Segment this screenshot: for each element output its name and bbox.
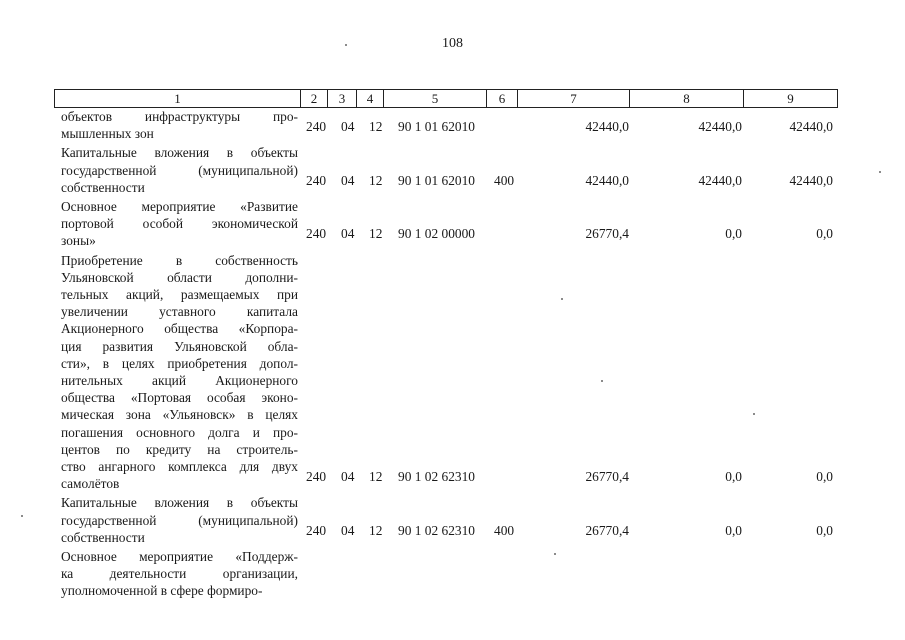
cell-col-2: 240 [306,522,327,538]
scan-speck [561,298,563,300]
scan-speck [601,380,603,382]
cell-col-7: 26770,4 [585,469,629,485]
page-number: 108 [442,36,463,51]
cell-col-7: 42440,0 [585,119,629,135]
description-line: собственности [61,179,145,195]
description-line: центов по кредиту на строитель- [61,441,298,457]
description-line: Капитальные вложения в объекты [61,145,298,161]
scan-speck [879,171,881,173]
scan-speck [21,515,23,517]
scan-speck [345,44,347,46]
cell-col-8: 42440,0 [698,172,742,188]
row-description [61,144,298,196]
description-line: Акционерного общества «Корпора- [61,321,298,337]
description-line: Основное мероприятие «Развитие [61,199,298,214]
cell-col-8: 0,0 [725,469,742,485]
description-line: государственной (муниципальной) [61,512,298,528]
cell-col-4: 12 [369,119,383,135]
description-line: ция развития Ульяновской обла- [61,338,298,354]
description-line: ство ангарного комплекса для двух [61,459,298,475]
cell-col-7: 42440,0 [585,172,629,188]
cell-col-3: 04 [341,172,355,188]
description-line: нительных акций Акционерного [61,373,298,389]
cell-col-2: 240 [306,119,327,135]
cell-col-5: 90 1 01 62010 [398,172,475,188]
description-line: Приобретение в собственность [61,252,298,268]
row-description [61,548,298,600]
header-col-1: 1 [55,90,301,108]
header-col-6: 6 [487,90,518,108]
description-line: Капитальные вложения в объекты [61,495,298,511]
header-col-9: 9 [744,90,838,108]
cell-col-9: 0,0 [816,522,833,538]
cell-col-9: 42440,0 [789,119,833,135]
cell-col-5: 90 1 02 00000 [398,226,475,242]
description-line: общества «Портовая особая эконо- [61,390,298,406]
description-line: увеличении уставного капитала [61,304,298,320]
cell-col-2: 240 [306,226,327,242]
cell-col-4: 12 [369,172,383,188]
cell-col-8: 0,0 [725,522,742,538]
cell-col-5: 90 1 02 62310 [398,522,475,538]
description-line: ка деятельности организации, [61,566,298,582]
row-description [61,198,298,250]
description-line: объектов инфраструктуры про- [61,109,298,124]
header-col-4: 4 [357,90,384,108]
cell-col-7: 26770,4 [585,522,629,538]
scan-speck [753,413,755,415]
description-line: погашения основного долга и про- [61,424,298,440]
header-col-3: 3 [328,90,357,108]
description-line: Основное мероприятие «Поддерж- [61,549,298,564]
row-description [61,252,298,493]
description-line: тельных акций, размещаемых при [61,287,298,302]
description-line: уполномоченной в сфере формиро- [61,583,263,599]
description-line: самолётов [61,476,120,492]
cell-col-6: 400 [494,522,515,538]
cell-col-3: 04 [341,469,355,485]
cell-col-9: 42440,0 [789,172,833,188]
cell-col-3: 04 [341,119,355,135]
cell-col-4: 12 [369,469,383,485]
header-col-8: 8 [630,90,744,108]
cell-col-7: 26770,4 [585,226,629,242]
cell-col-2: 240 [306,469,327,485]
cell-col-9: 0,0 [816,469,833,485]
cell-col-3: 04 [341,226,355,242]
row-description [61,108,298,142]
cell-col-3: 04 [341,522,355,538]
cell-col-9: 0,0 [816,226,833,242]
description-line: мышленных зон [61,126,154,142]
description-line: собственности [61,529,145,545]
description-line: сти», в целях приобретения допол- [61,355,298,371]
description-line: государственной (муниципальной) [61,162,298,178]
description-line: Ульяновской области дополни- [61,269,298,285]
header-col-5: 5 [384,90,487,108]
description-line: мическая зона «Ульяновск» в целях [61,407,298,423]
cell-col-5: 90 1 01 62010 [398,119,475,135]
description-line: портовой особой экономической [61,216,298,232]
row-description [61,494,298,546]
header-col-2: 2 [301,90,328,108]
header-col-7: 7 [518,90,630,108]
cell-col-8: 42440,0 [698,119,742,135]
cell-col-5: 90 1 02 62310 [398,469,475,485]
description-line: зоны» [61,233,96,249]
cell-col-4: 12 [369,522,383,538]
cell-col-6: 400 [494,172,515,188]
scan-speck [554,553,556,555]
column-header-table [54,89,838,108]
cell-col-4: 12 [369,226,383,242]
header-row [55,90,838,108]
cell-col-8: 0,0 [725,226,742,242]
cell-col-2: 240 [306,172,327,188]
